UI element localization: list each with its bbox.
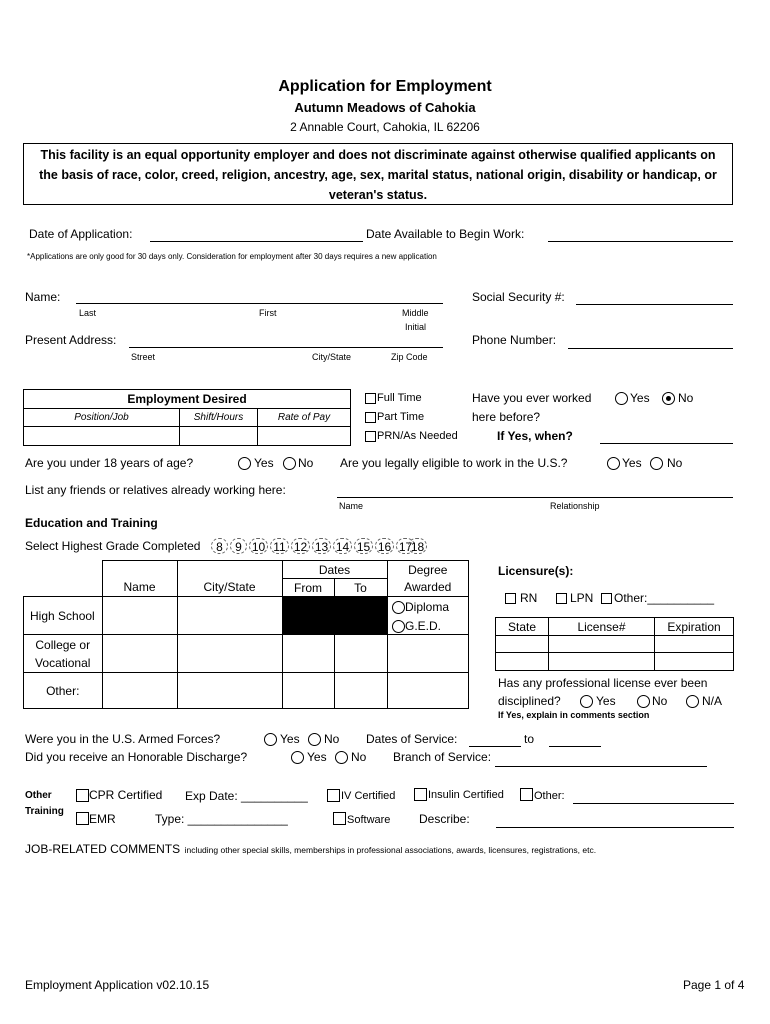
worked-before-yes-label: Yes (630, 391, 650, 405)
rn-checkbox[interactable] (505, 593, 516, 604)
hs-to-blocked (334, 597, 387, 635)
ssn-label: Social Security #: (472, 290, 565, 304)
college-name-input[interactable] (102, 635, 177, 673)
date-of-application-field[interactable] (150, 241, 363, 242)
honorable-no-label: No (351, 750, 367, 764)
friends-name-caption: Name (339, 501, 364, 511)
row-college (24, 635, 103, 673)
disciplined-label-2: disciplined? (498, 694, 561, 708)
honorable-no-radio[interactable] (335, 751, 348, 764)
grade-9[interactable]: 9 (230, 538, 247, 554)
footer-page: Page 1 of 4 (683, 978, 745, 992)
full-time-label: Full Time (377, 392, 422, 404)
eeo-notice-box (23, 143, 733, 205)
college-degree-input[interactable] (387, 635, 469, 673)
disciplined-no-radio[interactable] (637, 695, 650, 708)
license-other-label: Other:__________ (614, 591, 715, 605)
under-18-yes-label: Yes (254, 456, 274, 470)
license-table (495, 617, 734, 671)
license-state-header: State (496, 618, 549, 636)
armed-forces-no-radio[interactable] (308, 733, 321, 746)
row-high-school: High School (24, 597, 103, 635)
grade-8[interactable]: 8 (211, 538, 228, 554)
honorable-discharge-label: Did you receive an Honorable Discharge? (25, 750, 248, 764)
licensure-title: Licensure(s): (498, 564, 574, 578)
row-college-label-1: College or (35, 637, 91, 652)
grade-14[interactable]: 14 (333, 538, 352, 554)
under-18-yes-radio[interactable] (238, 457, 251, 470)
hs-city-input[interactable] (177, 597, 282, 635)
license-other-checkbox[interactable] (601, 593, 612, 604)
describe-label: Describe: (419, 812, 470, 826)
service-to-label: to (524, 732, 535, 746)
training-other-field[interactable] (573, 803, 734, 804)
facility-address: 2 Annable Court, Cahokia, IL 62206 (290, 120, 480, 134)
license-state-input-1[interactable] (496, 636, 549, 653)
branch-of-service-label: Branch of Service: (393, 750, 492, 764)
part-time-label: Part Time (377, 411, 425, 423)
zip-caption: Zip Code (391, 352, 428, 362)
employment-desired-title: Employment Desired (24, 390, 351, 409)
describe-field[interactable] (496, 827, 734, 828)
edu-from-header: From (282, 579, 334, 597)
worked-before-no-radio[interactable] (662, 392, 675, 405)
row-other: Other: (24, 673, 103, 709)
legal-yes-label: Yes (622, 456, 642, 470)
disciplined-yes-label: Yes (596, 694, 616, 708)
college-to-input[interactable] (334, 635, 387, 673)
under-18-no-radio[interactable] (283, 457, 296, 470)
edu-name-header: Name (102, 561, 177, 597)
name-middle-caption: Middle (402, 308, 429, 318)
education-table (23, 560, 469, 709)
prn-checkbox[interactable] (365, 431, 376, 442)
armed-forces-yes-radio[interactable] (264, 733, 277, 746)
armed-forces-label: Were you in the U.S. Armed Forces? (25, 732, 221, 746)
footer-version: Employment Application v02.10.15 (25, 978, 210, 992)
employment-desired-table (23, 389, 351, 446)
emr-type[interactable]: Type: _______________ (155, 812, 288, 826)
under-18-label: Are you under 18 years of age? (25, 456, 194, 470)
comments-label: JOB-RELATED COMMENTS (25, 842, 181, 856)
emr-label: EMR (89, 812, 116, 826)
ged-radio[interactable] (392, 620, 405, 633)
city-state-caption: City/State (312, 352, 352, 362)
other-degree-input[interactable] (387, 673, 469, 709)
insulin-checkbox[interactable] (414, 788, 427, 801)
license-state-input-2[interactable] (496, 653, 549, 671)
grade-16[interactable]: 16 (375, 538, 394, 554)
disciplined-no-label: No (652, 694, 668, 708)
if-yes-when-label: If Yes, when? (497, 429, 573, 443)
ssn-field[interactable] (576, 304, 733, 305)
dates-of-service-label: Dates of Service: (366, 732, 458, 746)
grade-11[interactable]: 11 (270, 538, 289, 554)
address-field[interactable] (129, 347, 443, 348)
rate-input[interactable] (258, 427, 351, 446)
cpr-checkbox[interactable] (76, 789, 89, 802)
license-expiration-input-2[interactable] (655, 653, 734, 671)
name-field[interactable] (76, 303, 443, 304)
legal-eligible-label: Are you legally eligible to work in the U.S.? (340, 456, 568, 470)
shift-header: Shift/Hours (180, 409, 258, 427)
armed-forces-yes-label: Yes (280, 732, 300, 746)
worked-before-label-2: here before? (472, 410, 541, 424)
edu-degree-header-2: Awarded (387, 579, 469, 597)
branch-of-service-field[interactable] (495, 766, 707, 767)
iv-label: IV Certified (341, 790, 396, 802)
part-time-checkbox[interactable] (365, 412, 376, 423)
hs-name-input[interactable] (102, 597, 177, 635)
name-last-caption: Last (79, 308, 97, 318)
cpr-exp-date[interactable]: Exp Date: __________ (185, 789, 308, 803)
position-header: Position/Job (24, 409, 180, 427)
grade-10[interactable]: 10 (249, 538, 268, 554)
facility-name: Autumn Meadows of Cahokia (294, 100, 476, 115)
disciplined-yes-radio[interactable] (580, 695, 593, 708)
training-other-label: Other: (534, 790, 565, 802)
grade-label: Select Highest Grade Completed (25, 539, 201, 553)
ged-label: G.E.D. (405, 619, 442, 633)
comments-detail: including other special skills, memberships in professional associations, awards, licensures, registrations, etc. (184, 845, 597, 855)
honorable-yes-label: Yes (307, 750, 327, 764)
name-label: Name: (25, 290, 61, 304)
edu-to-header: To (334, 579, 387, 597)
comments-heading (25, 840, 596, 858)
phone-field[interactable] (568, 348, 733, 349)
lpn-label: LPN (570, 591, 594, 605)
legal-no-radio[interactable] (650, 457, 663, 470)
friends-field[interactable] (337, 497, 733, 498)
name-initial-caption: Initial (405, 322, 427, 332)
license-expiration-input-1[interactable] (655, 636, 734, 653)
license-expiration-header: Expiration (655, 618, 734, 636)
legal-no-label: No (667, 456, 683, 470)
hs-from-blocked (282, 597, 334, 635)
edu-dates-header: Dates (282, 561, 387, 579)
friends-label: List any friends or relatives already working here: (25, 483, 286, 497)
phone-label: Phone Number: (472, 333, 557, 347)
under-18-no-label: No (298, 456, 314, 470)
other-training-label: Other (25, 790, 52, 801)
other-name-input[interactable] (102, 673, 177, 709)
diploma-label: Diploma (405, 600, 450, 614)
worked-before-yes-radio[interactable] (615, 392, 628, 405)
applications-note: *Applications are only good for 30 days only. Consideration for employment after 30 days requires a new application (27, 252, 437, 261)
service-start-field[interactable] (469, 746, 521, 747)
worked-before-label: Have you ever worked (472, 391, 592, 405)
date-available-label: Date Available to Begin Work: (366, 227, 525, 241)
edu-degree-header: Degree (387, 561, 469, 579)
grade-18[interactable]: 18 (408, 538, 427, 554)
eeo-notice-text: This facility is an equal opportunity employer and does not discriminate against otherwise qualified applicants on the basis of race, color, creed, religion, ancestry, age, sex, marital status, national origin, disability or handicap, or veteran's status. (39, 148, 717, 202)
honorable-yes-radio[interactable] (291, 751, 304, 764)
shift-input[interactable] (180, 427, 258, 446)
college-from-input[interactable] (282, 635, 334, 673)
grade-13[interactable]: 13 (312, 538, 331, 554)
date-of-application-label: Date of Application: (29, 227, 133, 241)
row-college-label-2: Vocational (35, 655, 91, 670)
software-checkbox[interactable] (333, 812, 346, 825)
name-first-caption: First (259, 308, 277, 318)
date-available-field[interactable] (548, 241, 733, 242)
grade-17[interactable]: 17 (396, 538, 415, 554)
edu-city-header: City/State (177, 561, 282, 597)
disciplined-explain-note: If Yes, explain in comments section (498, 710, 650, 720)
disciplined-na-radio[interactable] (686, 695, 699, 708)
iv-checkbox[interactable] (327, 789, 340, 802)
emr-checkbox[interactable] (76, 812, 89, 825)
service-end-field[interactable] (549, 746, 601, 747)
grade-15[interactable]: 15 (354, 538, 373, 554)
diploma-radio[interactable] (392, 601, 405, 614)
license-number-header: License# (549, 618, 655, 636)
lpn-checkbox[interactable] (556, 593, 567, 604)
address-label: Present Address: (25, 333, 117, 347)
other-training-label-2: Training (25, 806, 64, 817)
worked-before-no-label: No (678, 391, 694, 405)
other-from-input[interactable] (282, 673, 334, 709)
software-label: Software (347, 814, 391, 826)
if-yes-when-field[interactable] (600, 443, 733, 444)
education-heading: Education and Training (25, 516, 158, 530)
other-city-input[interactable] (177, 673, 282, 709)
license-number-input-1[interactable] (549, 636, 655, 653)
license-number-input-2[interactable] (549, 653, 655, 671)
rn-label: RN (520, 591, 538, 605)
position-input[interactable] (24, 427, 180, 446)
page-title: Application for Employment (278, 78, 492, 95)
training-other-checkbox[interactable] (520, 788, 533, 801)
street-caption: Street (131, 352, 156, 362)
legal-yes-radio[interactable] (607, 457, 620, 470)
insulin-label: Insulin Certified (428, 789, 504, 801)
rate-header: Rate of Pay (258, 409, 351, 427)
disciplined-na-label: N/A (702, 694, 723, 708)
friends-relationship-caption: Relationship (550, 501, 600, 511)
full-time-checkbox[interactable] (365, 393, 376, 404)
prn-label: PRN/As Needed (377, 430, 458, 442)
cpr-label: CPR Certified (89, 788, 163, 802)
armed-forces-no-label: No (324, 732, 340, 746)
grade-12[interactable]: 12 (291, 538, 310, 554)
college-city-input[interactable] (177, 635, 282, 673)
other-to-input[interactable] (334, 673, 387, 709)
disciplined-label: Has any professional license ever been (498, 676, 708, 690)
